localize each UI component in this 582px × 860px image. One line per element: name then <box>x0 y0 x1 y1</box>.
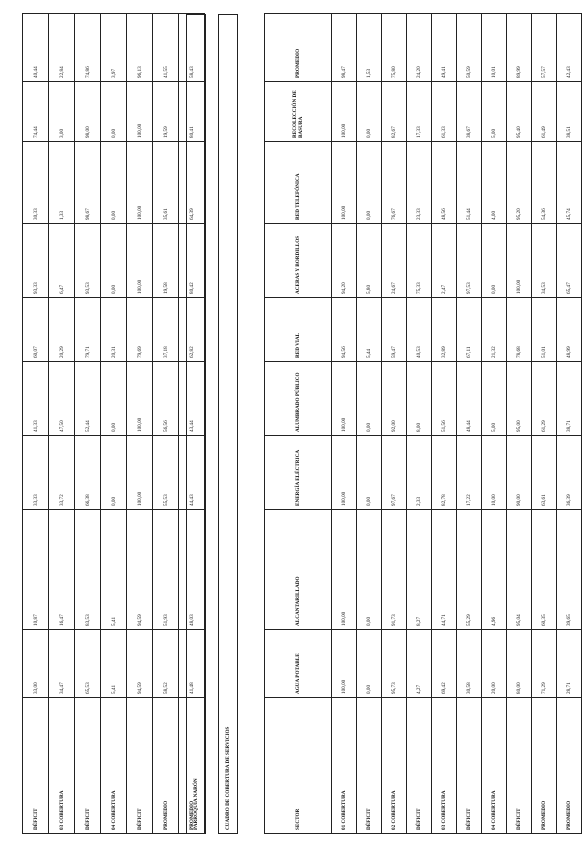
cell-value: 5,80 <box>357 224 382 298</box>
cell-value: 95,40 <box>507 82 532 142</box>
column-header: ACERAS Y BORDILLOS <box>265 224 332 298</box>
cell-value: 100,00 <box>127 362 153 436</box>
cell-value: 39,65 <box>557 510 582 630</box>
row-label: 04 COBERTURA <box>101 698 127 834</box>
row-label: 03 COBERTURA <box>49 698 75 834</box>
cell-value: 100,00 <box>332 510 357 630</box>
cell-value: 52,44 <box>75 362 101 436</box>
table-row <box>101 14 127 834</box>
cell-value: 4,27 <box>407 630 432 698</box>
cell-value: 76,67 <box>382 142 407 224</box>
table-bottom <box>264 13 582 834</box>
column-header: ALCANTARILLADO <box>265 510 332 630</box>
cell-value: 20,31 <box>101 298 127 362</box>
cell-value: 40,53 <box>407 298 432 362</box>
row-label: DÉFICIT <box>127 698 153 834</box>
cell-value: 66,38 <box>75 436 101 510</box>
cell-value: 80,42 <box>179 224 205 298</box>
table-row <box>407 14 432 834</box>
cell-value: 0,00 <box>357 362 382 436</box>
column-header: ENERGÍA ELÉCTRICA <box>265 436 332 510</box>
table-row <box>49 14 75 834</box>
table-row <box>382 14 407 834</box>
cell-value: 60,07 <box>23 298 49 362</box>
table-row <box>75 14 101 834</box>
cell-value: 33,72 <box>49 436 75 510</box>
cell-value: 93,53 <box>75 224 101 298</box>
cell-value: 63,61 <box>532 436 557 510</box>
cell-value: 74,44 <box>23 82 49 142</box>
cell-value: 61,29 <box>532 362 557 436</box>
cell-value: 100,00 <box>127 224 153 298</box>
cell-value: 35,61 <box>153 142 179 224</box>
cell-value: 65,47 <box>557 224 582 298</box>
row-label: 02 COBERTURA <box>382 698 407 834</box>
row-label: DÉFICIT <box>23 698 49 834</box>
cell-value: 47,50 <box>49 362 75 436</box>
cell-value: 0,00 <box>482 224 507 298</box>
cell-value: 90,00 <box>507 436 532 510</box>
cell-value: 48,44 <box>457 362 482 436</box>
cell-value: 100,00 <box>332 362 357 436</box>
cell-value: 0,00 <box>101 436 127 510</box>
cell-value: 5,00 <box>482 82 507 142</box>
cell-value: 79,69 <box>127 298 153 362</box>
cell-value: 40,44 <box>23 14 49 82</box>
table-row <box>153 14 179 834</box>
column-header: RECOLECCIÓN DE BASURA <box>265 82 332 142</box>
cell-value: 19,59 <box>153 82 179 142</box>
cell-value: 98,47 <box>332 14 357 82</box>
cell-value: 0,00 <box>101 362 127 436</box>
cell-value: 21,32 <box>482 298 507 362</box>
cell-value: 17,22 <box>457 436 482 510</box>
table-row <box>23 14 49 834</box>
cell-value: 34,53 <box>532 224 557 298</box>
cell-value: 38,71 <box>557 362 582 436</box>
cell-value: 42,43 <box>557 14 582 82</box>
table-row <box>357 14 382 834</box>
cell-value: 37,18 <box>153 298 179 362</box>
cell-value: 100,00 <box>127 82 153 142</box>
cell-value: 0,00 <box>357 630 382 698</box>
cell-value: 0,00 <box>357 510 382 630</box>
cell-value: 51,44 <box>457 142 482 224</box>
cell-value: 80,00 <box>507 630 532 698</box>
cell-value: 41,33 <box>23 362 49 436</box>
header-row <box>265 14 332 834</box>
table-row <box>507 14 532 834</box>
cell-value: 57,57 <box>532 14 557 82</box>
cell-value: 56,56 <box>153 362 179 436</box>
cell-value: 74,86 <box>75 14 101 82</box>
column-header: RED VIAL <box>265 298 332 362</box>
cell-value: 36,39 <box>557 436 582 510</box>
cell-value: 58,52 <box>153 630 179 698</box>
cell-value: 32,89 <box>432 298 457 362</box>
cell-value: 3,97 <box>101 14 127 82</box>
cell-value: 80,41 <box>179 82 205 142</box>
table-row <box>532 14 557 834</box>
cell-value: 4,00 <box>482 142 507 224</box>
cell-value: 51,93 <box>153 510 179 630</box>
cell-value: 20,00 <box>482 630 507 698</box>
cell-value: 0,00 <box>101 82 127 142</box>
row-label: 04 COBERTURA <box>482 698 507 834</box>
cell-value: 23,33 <box>407 142 432 224</box>
row-label: PROMEDIO <box>179 698 205 834</box>
cell-value: 100,00 <box>127 436 153 510</box>
cell-value: 100,00 <box>332 630 357 698</box>
cell-value: 51,01 <box>532 298 557 362</box>
cell-value: 94,59 <box>127 630 153 698</box>
cell-value: 49,41 <box>432 14 457 82</box>
row-label: PROMEDIO <box>557 698 582 834</box>
row-label: DÉFICIT <box>357 698 382 834</box>
cell-value: 55,29 <box>457 510 482 630</box>
cell-value: 94,59 <box>127 510 153 630</box>
cell-value: 100,00 <box>127 142 153 224</box>
cell-value: 41,48 <box>179 630 205 698</box>
cell-value: 22,84 <box>49 14 75 82</box>
table-row <box>482 14 507 834</box>
table-caption: CUADRO DE COBERTURA DE SERVICIOS <box>218 14 238 834</box>
cell-value: 19,58 <box>153 224 179 298</box>
row-label: DÉFICIT <box>75 698 101 834</box>
cell-value: 5,41 <box>101 630 127 698</box>
cell-value: 64,39 <box>179 142 205 224</box>
cell-value: 94,56 <box>332 298 357 362</box>
cell-value: 0,00 <box>357 142 382 224</box>
cell-value: 45,74 <box>557 142 582 224</box>
cell-value: 78,68 <box>507 298 532 362</box>
cell-value: 28,71 <box>557 630 582 698</box>
cell-value: 100,00 <box>332 142 357 224</box>
cell-value: 20,29 <box>49 298 75 362</box>
cell-value: 2,33 <box>407 436 432 510</box>
cell-value: 50,59 <box>457 14 482 82</box>
cell-value: 5,00 <box>482 362 507 436</box>
cell-value: 91,73 <box>382 510 407 630</box>
cell-value: 2,47 <box>432 224 457 298</box>
cell-value: 83,53 <box>75 510 101 630</box>
cell-value: 48,56 <box>432 142 457 224</box>
cell-value: 97,67 <box>382 436 407 510</box>
cell-value: 69,42 <box>432 630 457 698</box>
cell-value: 17,33 <box>407 82 432 142</box>
table-row <box>432 14 457 834</box>
cell-value: 38,67 <box>457 82 482 142</box>
cell-value: 98,67 <box>75 142 101 224</box>
cell-value: 0,00 <box>101 142 127 224</box>
cell-value: 33,00 <box>23 630 49 698</box>
cell-value: 92,00 <box>382 362 407 436</box>
cell-value: 16,47 <box>49 510 75 630</box>
cell-value: 1,33 <box>49 142 75 224</box>
cell-value: 30,58 <box>457 630 482 698</box>
cell-value: 34,47 <box>49 630 75 698</box>
column-header: PROMEDIO <box>265 14 332 82</box>
cell-value: 65,53 <box>75 630 101 698</box>
cell-value: 82,78 <box>432 436 457 510</box>
cell-value: 48,99 <box>557 298 582 362</box>
row-label: 01 COBERTURA <box>332 698 357 834</box>
cell-value: 44,43 <box>179 436 205 510</box>
cell-value: 79,71 <box>75 298 101 362</box>
cell-value: 59,47 <box>382 298 407 362</box>
cell-value: 75,33 <box>407 224 432 298</box>
cell-value: 55,53 <box>153 436 179 510</box>
cell-value: 33,33 <box>23 436 49 510</box>
cell-value: 24,67 <box>382 224 407 298</box>
row-label: PROMEDIO <box>153 698 179 834</box>
cell-value: 89,99 <box>507 14 532 82</box>
cell-value: 43,44 <box>179 362 205 436</box>
table-top <box>22 13 205 834</box>
cell-value: 93,33 <box>23 224 49 298</box>
cell-value: 41,55 <box>153 14 179 82</box>
table-row <box>457 14 482 834</box>
column-header: RED TELEFÓNICA <box>265 142 332 224</box>
column-header: SECTOR <box>265 698 332 834</box>
cell-value: 100,00 <box>332 436 357 510</box>
cell-value: 10,01 <box>482 14 507 82</box>
cell-value: 3,00 <box>49 82 75 142</box>
cell-value: 58,43 <box>179 14 205 82</box>
table-row <box>127 14 153 834</box>
cell-value: 71,29 <box>532 630 557 698</box>
cell-value: 62,82 <box>179 298 205 362</box>
row-label: DÉFICIT <box>507 698 532 834</box>
cell-value: 95,00 <box>507 362 532 436</box>
cell-value: 8,00 <box>407 362 432 436</box>
column-header: ALUMBRADO PÚBLICO <box>265 362 332 436</box>
cell-value: 51,56 <box>432 362 457 436</box>
row-label: 03 COBERTURA <box>432 698 457 834</box>
cell-value: 96,13 <box>127 14 153 82</box>
cell-value: 38,51 <box>557 82 582 142</box>
cell-value: 61,33 <box>432 82 457 142</box>
row-label: DÉFICIT <box>457 698 482 834</box>
cell-value: 0,00 <box>357 436 382 510</box>
cell-value: 61,49 <box>532 82 557 142</box>
cell-value: 10,87 <box>23 510 49 630</box>
cell-value: 67,11 <box>457 298 482 362</box>
cell-value: 95,04 <box>507 510 532 630</box>
cell-value: 8,27 <box>407 510 432 630</box>
cell-value: 82,67 <box>382 82 407 142</box>
cell-value: 94,20 <box>332 224 357 298</box>
cell-value: 60,35 <box>532 510 557 630</box>
cell-value: 1,53 <box>357 14 382 82</box>
cell-value: 4,96 <box>482 510 507 630</box>
cell-value: 95,20 <box>507 142 532 224</box>
cell-value: 44,71 <box>432 510 457 630</box>
cell-value: 6,47 <box>49 224 75 298</box>
cell-value: 0,00 <box>357 82 382 142</box>
table-row <box>332 14 357 834</box>
row-label: DÉFICIT <box>407 698 432 834</box>
cell-value: 95,73 <box>382 630 407 698</box>
parish-title: PARROQUIA NARÓN <box>186 14 206 834</box>
column-header: AGUA POTABLE <box>265 630 332 698</box>
cell-value: 48,03 <box>179 510 205 630</box>
cell-value: 5,44 <box>357 298 382 362</box>
cell-value: 75,80 <box>382 14 407 82</box>
cell-value: 100,00 <box>332 82 357 142</box>
cell-value: 54,36 <box>532 142 557 224</box>
cell-value: 10,00 <box>482 436 507 510</box>
table-row <box>557 14 582 834</box>
cell-value: 0,00 <box>101 224 127 298</box>
cell-value: 24,20 <box>407 14 432 82</box>
cell-value: 100,00 <box>507 224 532 298</box>
cell-value: 98,00 <box>75 82 101 142</box>
cell-value: 5,41 <box>101 510 127 630</box>
cell-value: 97,53 <box>457 224 482 298</box>
row-label: PROMEDIO <box>532 698 557 834</box>
cell-value: 30,33 <box>23 142 49 224</box>
